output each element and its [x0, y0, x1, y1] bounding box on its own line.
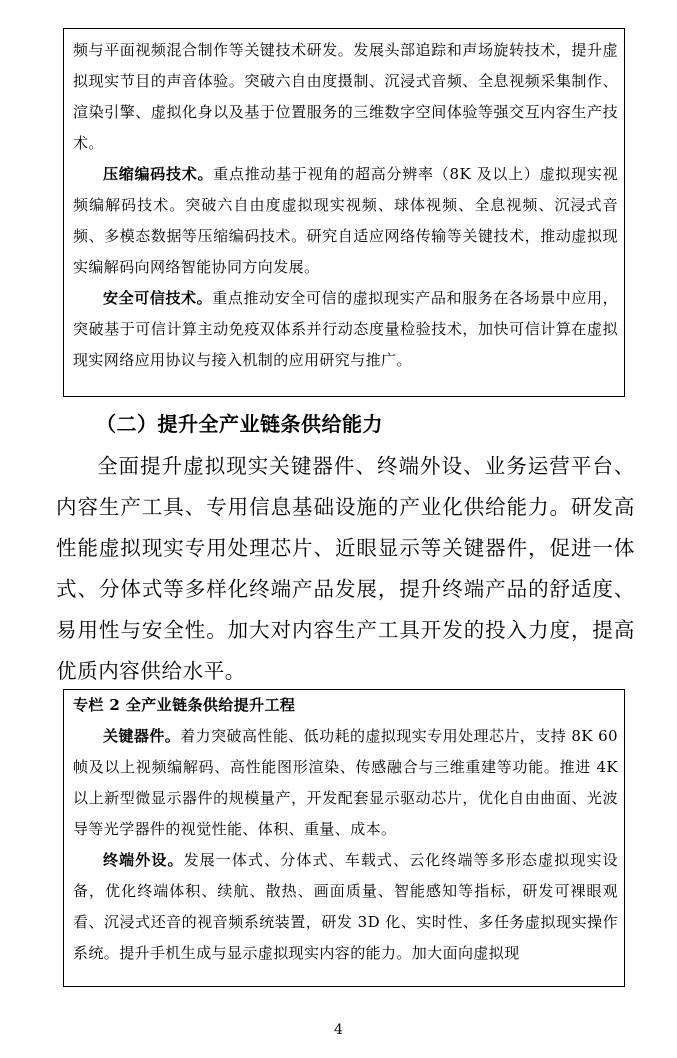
box-paragraph-text: 发展一体式、分体式、车载式、云化终端等多形态虚拟现实设备，优化终端体积、续航、散热、画面质量、智能感知等指标，研发可裸眼观看、沉浸式还音的视音频系统装置，研发 3D 化、实时性、多任务虚拟现实操作系统。提升手机生成与显示虚拟现实内容的能力。加大面向虚拟现 [73, 851, 618, 962]
box-paragraph-lead: 关键器件。 [103, 727, 181, 745]
box-paragraph-lead: 安全可信技术。 [103, 289, 213, 307]
box-paragraph-text: 重点推动基于视角的超高分辨率（8K 及以上）虚拟现实视频编解码技术。突破六自由度虚拟现实视频、球体视频、全息视频、沉浸式音频、多模态数据等压缩编码技术。研究自适应网络传输等关键技术，推动虚拟现实编解码向网络智能协同方向发展。 [73, 165, 618, 276]
box-paragraph-text: 重点推动安全可信的虚拟现实产品和服务在各场景中应用，突破基于可信计算主动免疫双体系并行动态度量检验技术，加快可信计算在虚拟现实网络应用协议与接入机制的应用研究与推广。 [73, 289, 618, 369]
box-paragraph-continuation: 频与平面视频混合制作等关键技术研发。发展头部追踪和声场旋转技术，提升虚拟现实节目的声音体验。突破六自由度摄制、沉浸式音频、全息视频采集制作、渲染引擎、虚拟化身以及基于位置服务的三维数字空间体验等强交互内容生产技术。 [73, 41, 618, 152]
box-paragraph-key-components [73, 721, 618, 845]
column-box-continued [63, 28, 625, 397]
box-paragraph-compression [73, 159, 618, 283]
box-paragraph-terminal-peripherals [73, 845, 618, 969]
page-number: 4 [334, 1022, 343, 1038]
section-body-paragraph: 全面提升虚拟现实关键器件、终端外设、业务运营平台、内容生产工具、专用信息基础设施的产业化供给能力。研发高性能虚拟现实专用处理芯片、近眼显示等关键器件，促进一体式、分体式等多样化终端产品发展，提升终端产品的舒适度、易用性与安全性。加大对内容生产工具开发的投入力度，提高优质内容供给水平。 [56, 454, 635, 683]
box-paragraph-lead: 压缩编码技术。 [103, 165, 214, 183]
box-paragraph-security [73, 283, 618, 376]
box-paragraph-text: 着力突破高性能、低功耗的虚拟现实专用处理芯片，支持 8K 60 帧及以上视频编解码、高性能图形渲染、传感融合与三维重建等功能。推进 4K 以上新型微显示器件的规模量产，开发配套显示驱动芯片，优化自由曲面、光波导等光学器件的视觉性能、体积、重量、成本。 [73, 727, 618, 838]
section-heading: （二）提升全产业链条供给能力 [96, 412, 383, 436]
column-box-title: 专栏 2 全产业链条供给提升工程 [73, 696, 296, 714]
column-box-2 [63, 689, 625, 987]
box-paragraph-lead: 终端外设。 [103, 851, 184, 869]
